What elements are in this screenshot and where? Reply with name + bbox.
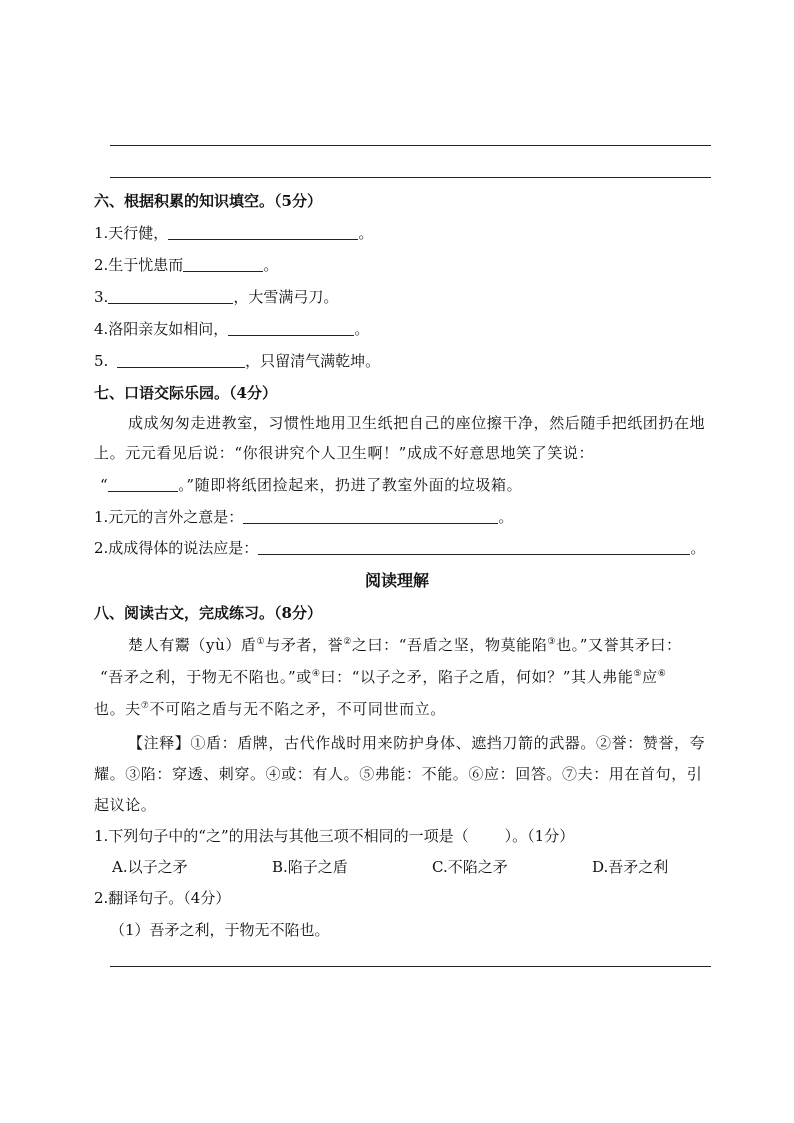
fill-blank[interactable] [108,287,233,304]
option-a[interactable]: A.以子之矛 [112,858,188,876]
question-prefix: 2.成成得体的说法应是： [94,539,259,557]
fill-blank[interactable] [183,255,263,272]
notes-line-2: 耀。③陷：穿透、刺穿。④或：有人。⑤弗能：不能。⑥应：回答。⑦夫：用在首句，引 [94,765,703,783]
section7-question-1 [94,506,513,528]
section6-item-2 [94,254,278,276]
item-suffix: ，大雪满弓刀。 [233,288,339,306]
section7-passage-line-2: 上。元元看见后说：“你很讲究个人卫生啊！”成成不好意思地笑了笑说： [94,444,595,462]
section6-item-3 [94,286,338,308]
passage-text: 也。”又誉其矛曰： [556,636,682,654]
section8-question-1 [94,825,574,847]
note-mark: ② [343,637,352,647]
item-suffix: 。 [354,320,370,338]
passage-text: 之曰：“吾盾之坚，物莫能陷 [351,636,548,654]
note-mark: ④ [311,669,321,679]
item-suffix: 。 [263,256,279,274]
section6-item-1 [94,222,373,244]
passage-text: 楚人有鬻（yù）盾 [128,636,257,654]
item-suffix: ，只留清气满乾坤。 [245,352,381,370]
section8-question-1-options [112,856,752,878]
option-c[interactable]: C.不陷之矛 [432,858,508,876]
passage-text: 与矛者，誉 [265,636,344,654]
fill-blank[interactable] [228,319,354,336]
note-mark: ⑤ [633,669,643,679]
fill-blank[interactable] [117,351,245,368]
section8-question-2: 2.翻译句子。（4分） [94,889,231,907]
notes-line-3: 起议论。 [94,796,157,814]
section6-heading: 六、根据积累的知识填空。（5分） [94,192,322,210]
passage-text: 曰：“以子之矛，陷子之盾，何如？”其人弗能 [320,668,634,686]
passage-text: “吾矛之利，于物无不陷也。”或 [100,668,312,686]
reading-section-title: 阅读理解 [364,571,429,590]
passage-text: 也。夫 [94,700,141,718]
answer-blank[interactable] [243,507,498,524]
section6-item-5 [94,350,380,372]
answer-blank[interactable] [258,538,690,555]
item-prefix: 2.生于忧患而 [94,256,184,274]
answer-line-top-1 [110,145,711,146]
section7-heading: 七、口语交际乐园。（4分） [94,384,277,402]
answer-line-top-2 [110,177,711,178]
passage-text: 。”随即将纸团捡起来，扔进了教室外面的垃圾箱。 [178,476,523,494]
answer-line-bottom[interactable] [110,966,711,967]
question-prefix: 1.元元的言外之意是： [94,508,244,526]
fill-blank[interactable] [108,475,178,492]
quote-mark: “ [100,476,109,494]
passage-text: 不可陷之盾与无不陷之矛，不可同世而立。 [149,700,446,718]
item-prefix: 4.洛阳亲友如相问， [94,320,229,338]
question-text: 1.下列句子中的“之”的用法与其他三项不相同的一项是（ [94,827,469,845]
item-prefix: 1.天行健， [94,224,169,242]
note-mark: ① [256,637,266,647]
section7-passage-line-1: 成成匆匆走进教室，习惯性地用卫生纸把自己的座位擦干净，然后随手把纸团扔在地 [128,414,706,432]
section8-passage-line-1 [128,634,682,656]
option-d[interactable]: D.吾矛之利 [592,858,669,876]
item-prefix: 5. [94,352,114,370]
question-suffix: 。 [690,539,706,557]
item-prefix: 3. [94,288,109,306]
passage-text: 应 [642,668,658,686]
question-text-end: ）。（1分） [504,827,575,845]
option-b[interactable]: B.陷子之盾 [272,858,348,876]
section8-heading: 八、阅读古文，完成练习。（8分） [94,604,322,622]
section7-passage-line-3 [100,474,522,496]
note-mark: ③ [547,637,557,647]
note-mark: ⑦ [140,701,150,711]
note-mark: ⑥ [657,669,667,679]
question-suffix: 。 [498,508,514,526]
section8-passage-line-2 [100,666,666,688]
section7-question-2 [94,537,705,559]
item-suffix: 。 [358,224,374,242]
fill-blank[interactable] [168,223,358,240]
section8-question-2-sub-1: （1）吾矛之利，于物无不陷也。 [110,921,330,939]
notes-line-1: 【注释】①盾：盾牌，古代作战时用来防护身体、遮挡刀箭的武器。②誉：赞誉，夸 [128,734,706,752]
section6-item-4 [94,318,369,340]
section8-passage-line-3 [94,698,446,720]
